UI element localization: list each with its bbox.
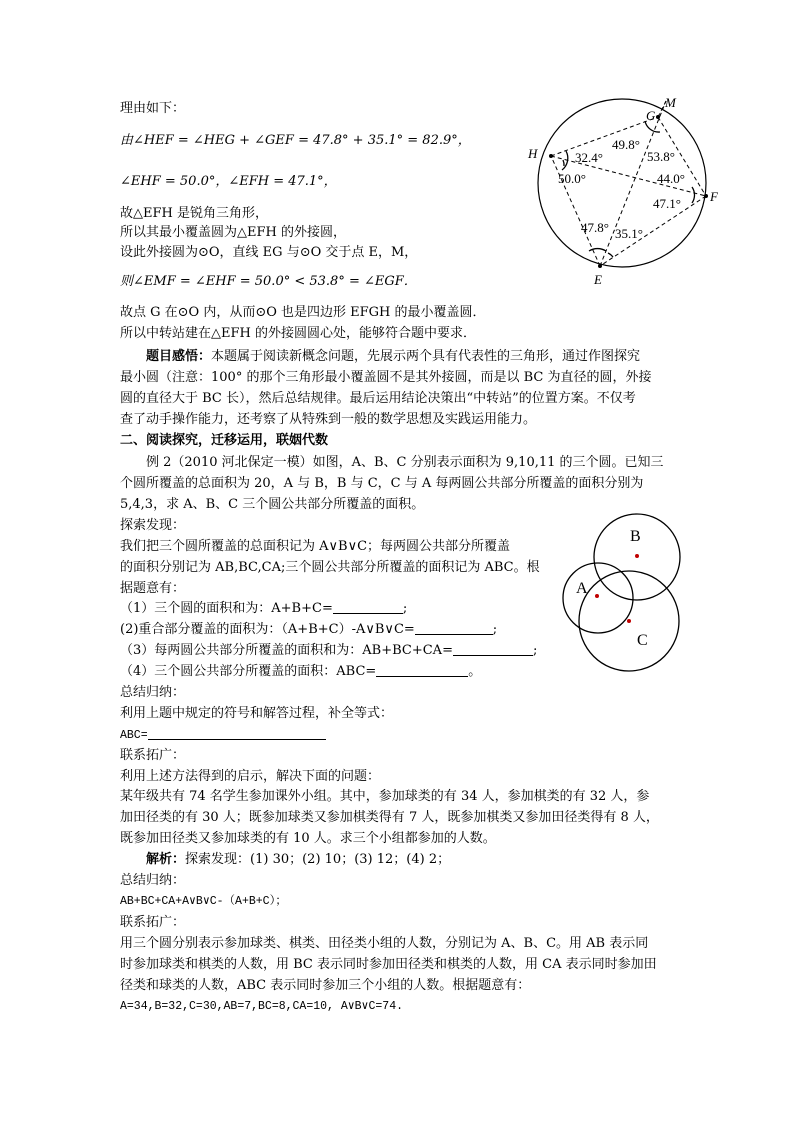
formula: AB+BC+CA+A∨B∨C-（A+B+C）； bbox=[120, 895, 287, 908]
given-values: A=34,B=32,C=30,AB=7,BC=8,CA=10, A∨B∨C=74. bbox=[120, 1000, 403, 1013]
question-text: （3）每两圆公共部分所覆盖的面积和为：AB+BC+CA= bbox=[120, 643, 453, 658]
punctuation: 。 bbox=[468, 664, 482, 679]
question-2 bbox=[120, 622, 497, 638]
text-line: 利用上题中规定的符号和解答过程，补全等式： bbox=[120, 706, 394, 721]
label-g: G bbox=[646, 108, 656, 123]
solution-line bbox=[146, 852, 450, 868]
text-line: 时参加球类和棋类的人数，用 BC 表示同时参加田径类和棋类的人数，用 CA 表示同时参加田 bbox=[120, 957, 657, 972]
answer-blank bbox=[376, 664, 468, 677]
insight-label: 题目感悟： bbox=[146, 349, 212, 364]
point-h bbox=[549, 154, 553, 158]
text-line: 所以中转站建在△EFH 的外接圆圆心处，能够符合题中要求． bbox=[120, 326, 476, 341]
text-line: 个圆所覆盖的总面积为 20，A 与 B，B 与 C，C 与 A 每两圆公共部分所覆盖的面积分别为 bbox=[120, 476, 644, 491]
text-line: 的面积分别记为 AB,BC,CA;三个圆公共部分所覆盖的面积记为 ABC。根 bbox=[120, 560, 540, 575]
text-line: 某年级共有 74 名学生参加课外小组。其中，参加球类的有 34 人，参加棋类的有 32 人，参 bbox=[120, 789, 650, 804]
abc-equation bbox=[120, 727, 326, 744]
label-h: H bbox=[528, 146, 538, 161]
angle-label: 53.8° bbox=[647, 149, 675, 164]
insight-text: 本题属于阅读新概念问题，先展示两个具有代表性的三角形，通过作图探究 bbox=[211, 349, 641, 364]
text-line: 探索发现： bbox=[120, 518, 186, 533]
center-b bbox=[635, 554, 639, 558]
text-line: 径类和球类的人数，ABC 表示同时参加三个小组的人数。根据题意有： bbox=[120, 978, 531, 993]
punctuation: ; bbox=[532, 643, 538, 658]
text-line: 利用上述方法得到的启示，解决下面的问题： bbox=[120, 769, 381, 784]
question-1 bbox=[120, 601, 407, 617]
insight-paragraph bbox=[146, 349, 640, 365]
text-line: 总结归纳： bbox=[120, 873, 186, 888]
text-line: 圆的直径大于 BC 长），然后总结规律。最后运用结论决策出“中转站”的位置方案。不仅考 bbox=[120, 391, 636, 406]
angle-inequality: 则∠EMF = ∠EHF = 50.0° < 53.8° = ∠EGF． bbox=[120, 274, 417, 289]
solution-text: 探索发现：(1) 30；(2) 10；(3) 12；(4) 2； bbox=[185, 852, 451, 867]
text-line: 总结归纳： bbox=[120, 685, 186, 700]
text-line: 最小圆（注意：100° 的那个三角形最小覆盖圆不是其外接圆，而是以 BC 为直径的圆，外接 bbox=[120, 370, 652, 385]
center-a bbox=[595, 594, 599, 598]
point-f bbox=[704, 194, 708, 198]
abc-label: ABC= bbox=[120, 729, 148, 742]
label-m: M bbox=[665, 95, 676, 110]
text-line: 联系拓广： bbox=[120, 915, 186, 930]
question-text: （4）三个圆公共部分所覆盖的面积：ABC= bbox=[120, 664, 377, 679]
angle-label: 47.1° bbox=[653, 196, 681, 211]
text-line: 联系拓广： bbox=[120, 748, 186, 763]
angle-label: 35.1° bbox=[615, 226, 643, 241]
punctuation: ; bbox=[402, 601, 408, 616]
label-e: E bbox=[594, 272, 602, 287]
question-text: （1）三个圆的面积和为：A+B+C= bbox=[120, 601, 333, 616]
solution-label: 解析： bbox=[146, 852, 186, 867]
text-line: 用三个圆分别表示参加球类、棋类、田径类小组的人数，分别记为 A、B、C。用 AB 表示同 bbox=[120, 936, 649, 951]
center-c bbox=[627, 619, 631, 623]
angle-label: 47.8° bbox=[581, 220, 609, 235]
angle-label: 32.4° bbox=[575, 150, 603, 165]
text-line: 理由如下： bbox=[120, 101, 186, 116]
answer-blank bbox=[148, 727, 326, 740]
angle-label: 50.0° bbox=[558, 171, 586, 186]
text-line: 查了动手操作能力，还考察了从特殊到一般的数学思想及实践运用能力。 bbox=[120, 412, 537, 427]
question-4 bbox=[120, 664, 481, 680]
text-line: 加田径类的有 30 人；既参加球类又参加棋类得有 7 人，既参加棋类又参加田径类得有 8 人， bbox=[120, 810, 659, 825]
question-text: (2)重合部分覆盖的面积为：（A+B+C）-A∨B∨C= bbox=[120, 622, 415, 637]
angle-label: 44.0° bbox=[657, 171, 685, 186]
question-3 bbox=[120, 643, 537, 659]
text-line: 故△EFH 是锐角三角形， bbox=[120, 206, 268, 221]
venn-figure bbox=[555, 512, 700, 674]
answer-blank bbox=[453, 643, 533, 656]
angle-values: ∠EHF = 50.0°，∠EFH = 47.1°， bbox=[120, 174, 337, 189]
text-line: 所以其最小覆盖圆为△EFH 的外接圆， bbox=[120, 225, 346, 240]
geometry-figure bbox=[520, 90, 730, 290]
label-a: A bbox=[576, 580, 588, 597]
text-line: 5,4,3，求 A、B、C 三个圆公共部分所覆盖的面积。 bbox=[120, 497, 425, 512]
label-b: B bbox=[630, 528, 641, 545]
answer-blank bbox=[333, 601, 403, 614]
angle-label: 49.8° bbox=[612, 137, 640, 152]
text-line: 据题意有： bbox=[120, 581, 186, 596]
text-line: 例 2（2010 河北保定一模）如图，A、B、C 分别表示面积为 9,10,11 的三个圆。已知三 bbox=[146, 455, 664, 470]
punctuation: ; bbox=[492, 622, 498, 637]
section-heading: 二、阅读探究，迁移运用，联姻代数 bbox=[120, 433, 329, 448]
angle-equation: 由∠HEF = ∠HEG + ∠GEF = 47.8° + 35.1° = 82.9°， bbox=[120, 133, 471, 148]
point-g bbox=[656, 115, 660, 119]
point-e bbox=[598, 264, 602, 268]
text-line: 既参加田径类又参加球类的有 10 人。求三个小组都参加的人数。 bbox=[120, 831, 496, 846]
text-line: 设此外接圆为⊙O，直线 EG 与⊙O 交于点 E，M， bbox=[120, 245, 418, 260]
text-line: 故点 G 在⊙O 内，从而⊙O 也是四边形 EFGH 的最小覆盖圆． bbox=[120, 305, 486, 320]
answer-blank bbox=[415, 622, 493, 635]
text-line: 我们把三个圆所覆盖的总面积记为 A∨B∨C；每两圆公共部分所覆盖 bbox=[120, 539, 511, 554]
label-f: F bbox=[710, 189, 718, 204]
label-c: C bbox=[637, 632, 648, 649]
